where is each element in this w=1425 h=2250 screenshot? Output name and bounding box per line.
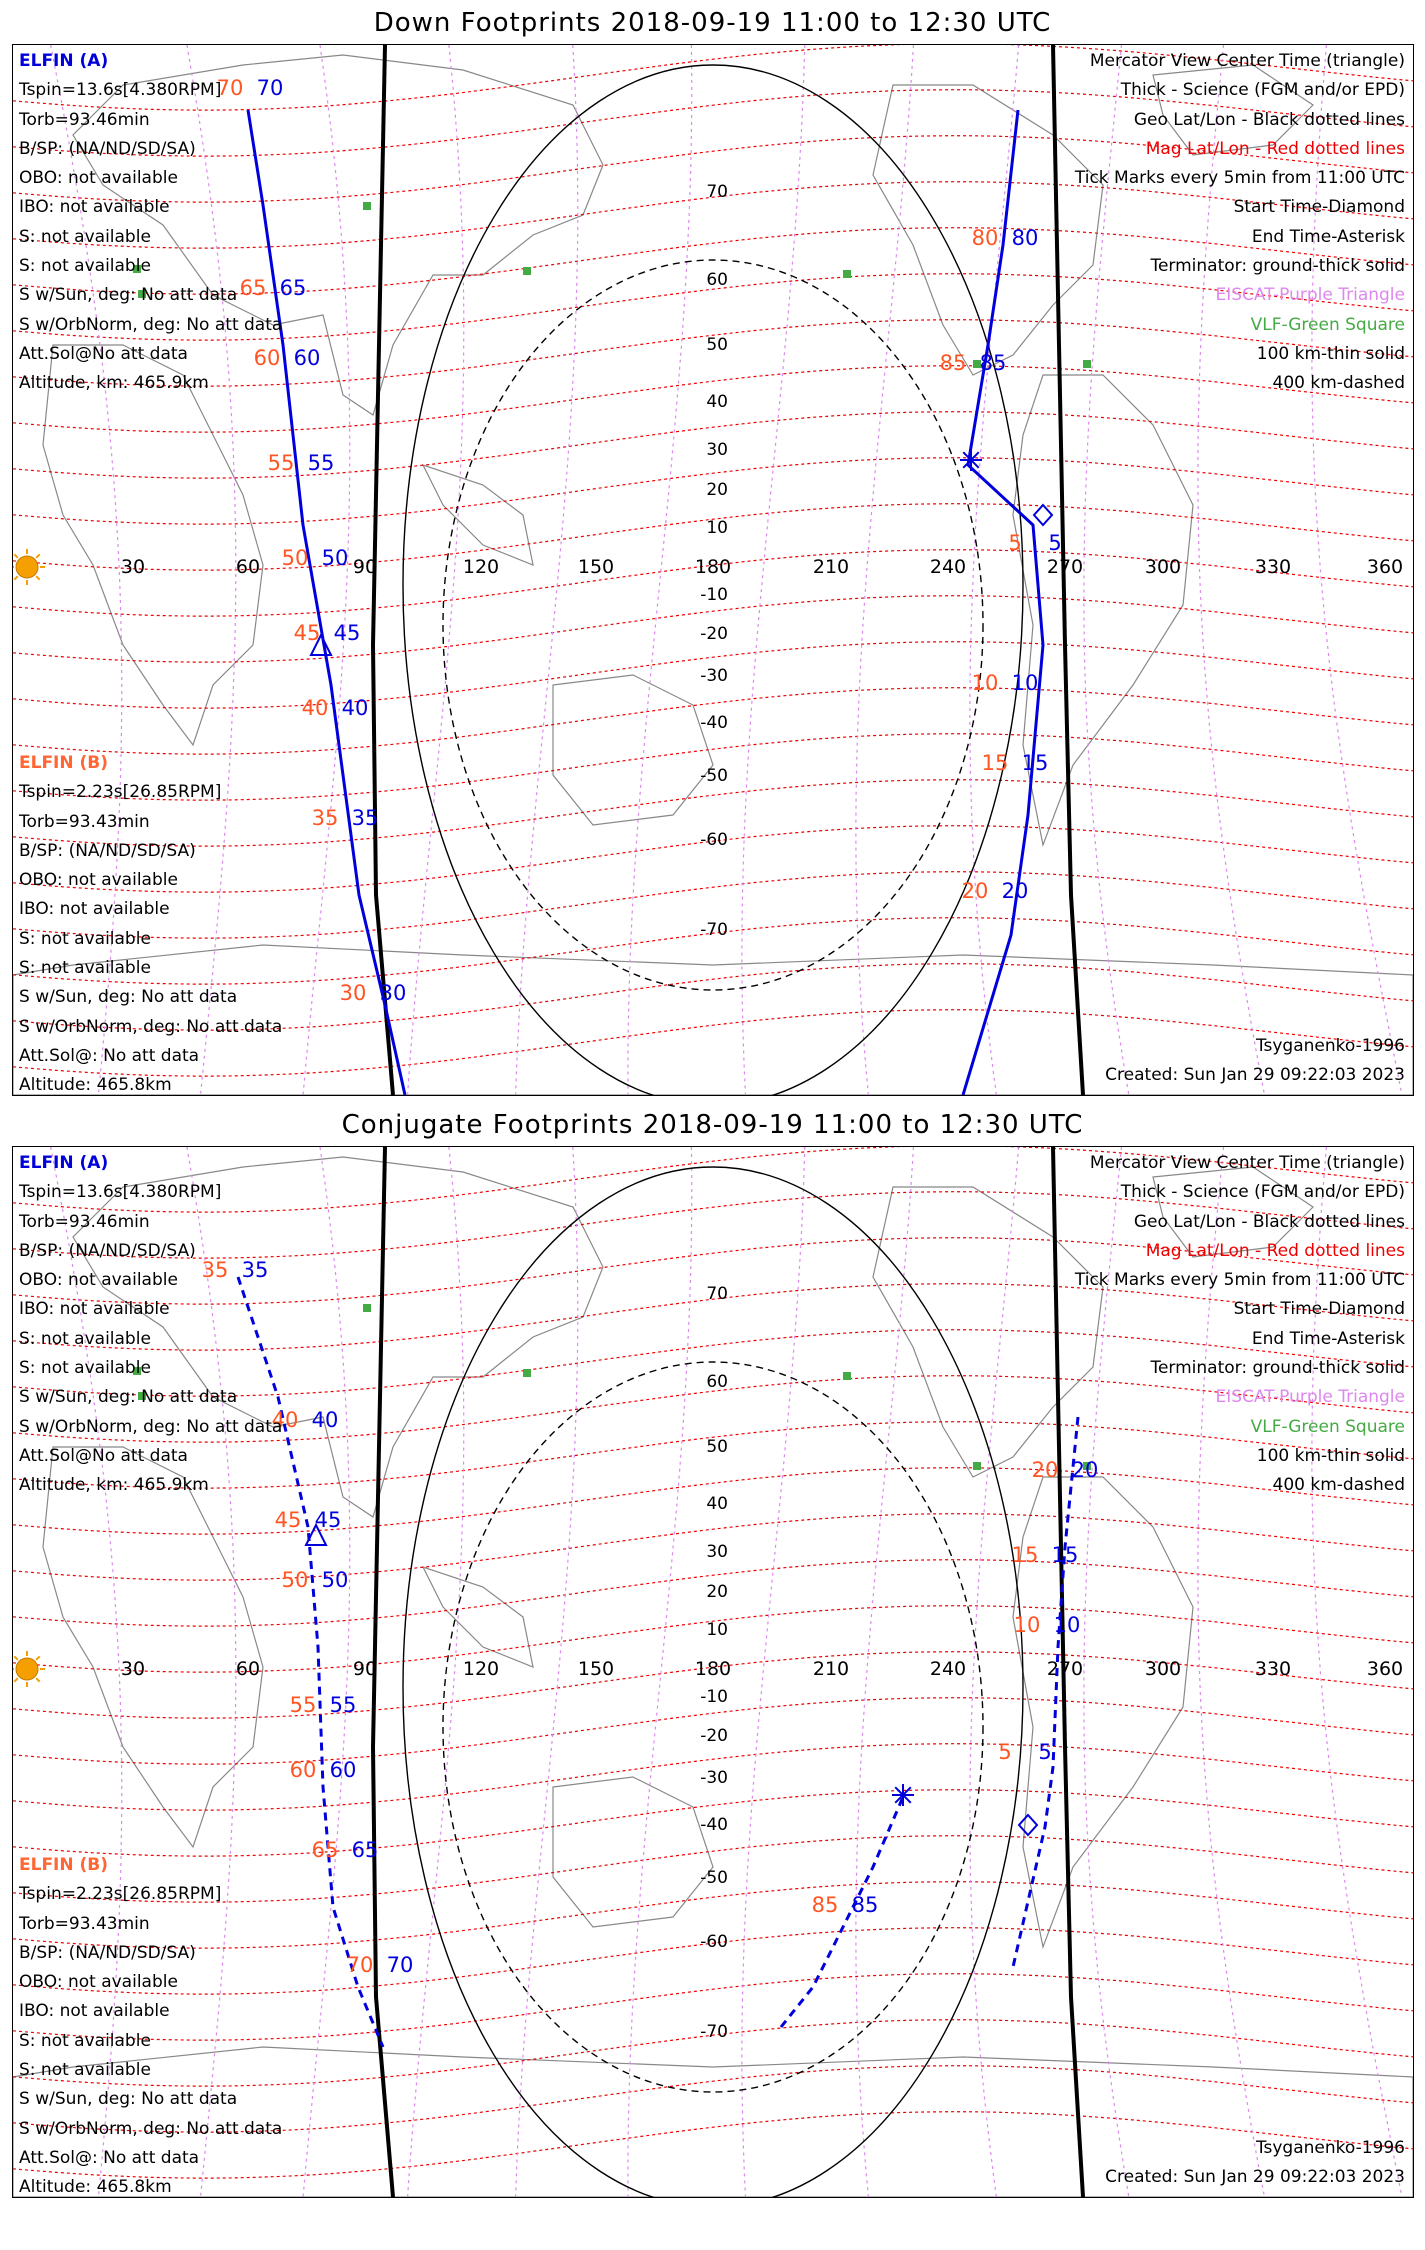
coastline xyxy=(423,1567,533,1667)
tick-label-b: 40 xyxy=(301,696,329,720)
tick-label-a: 20 xyxy=(1001,879,1029,903)
start-time-diamond xyxy=(1019,1815,1037,1835)
tick-label-b: 50 xyxy=(281,546,309,570)
lon-label: 240 xyxy=(929,556,967,578)
tick-label-a: 60 xyxy=(329,1758,357,1782)
lat-label: 70 xyxy=(706,1284,728,1304)
lat-label: -20 xyxy=(700,624,728,644)
info-line: B/SP: (NA/ND/SD/SA) xyxy=(19,1240,196,1261)
info-line: S: not available xyxy=(19,2060,151,2081)
sun-ray xyxy=(14,576,18,580)
lat-label: -60 xyxy=(700,1932,728,1952)
tick-label-b: 20 xyxy=(961,879,989,903)
info-line: Torb=93.46min xyxy=(19,1211,150,1232)
tick-label-a: 15 xyxy=(1051,1543,1079,1567)
legend-item: EISCAT-Purple Triangle xyxy=(1215,285,1405,306)
coastline xyxy=(553,675,713,825)
elfin-b-header: ELFIN (B) xyxy=(19,1855,109,1875)
legend-item: End Time-Asterisk xyxy=(1251,226,1405,247)
lat-label: -70 xyxy=(700,920,728,940)
lat-label: 40 xyxy=(706,1494,728,1514)
info-line: OBO: not available xyxy=(19,1270,178,1291)
tick-label-a: 20 xyxy=(1071,1458,1099,1482)
vlf-station-marker xyxy=(363,1304,371,1312)
legend-item: Tick Marks every 5min from 11:00 UTC xyxy=(1074,168,1405,189)
info-line: B/SP: (NA/ND/SD/SA) xyxy=(19,138,196,159)
legend-item: Start Time-Diamond xyxy=(1233,1299,1405,1320)
elfin-b-info xyxy=(19,1851,282,2198)
legend-item: 100 km-thin solid xyxy=(1256,343,1405,364)
lat-label: 10 xyxy=(706,1620,728,1640)
info-line: S: not available xyxy=(19,958,151,979)
tick-label-a: 85 xyxy=(851,1893,879,1917)
info-line: IBO: not available xyxy=(19,1299,170,1320)
tick-label-a: 50 xyxy=(321,546,349,570)
vlf-station-marker xyxy=(523,1369,531,1377)
legend-item: Thick - Science (FGM and/or EPD) xyxy=(1120,1182,1405,1203)
info-line: IBO: not available xyxy=(19,2001,170,2022)
tick-label-a: 45 xyxy=(333,621,361,645)
map-footer xyxy=(1105,1032,1405,1091)
mag-lon-line xyxy=(516,45,578,1095)
elfin-b-info xyxy=(19,749,282,1096)
sun-disc xyxy=(16,1658,38,1680)
legend-item: Mercator View Center Time (triangle) xyxy=(1089,51,1405,71)
lon-label: 30 xyxy=(120,556,146,578)
footprint-map-panel xyxy=(12,1146,1414,2198)
info-line: S w/OrbNorm, deg: No att data xyxy=(19,1016,283,1037)
info-line: B/SP: (NA/ND/SD/SA) xyxy=(19,840,196,861)
info-line: S: not available xyxy=(19,226,151,247)
legend-item: VLF-Green Square xyxy=(1250,1416,1405,1437)
info-line: Tspin=2.23s[26.85RPM] xyxy=(19,782,222,803)
sun-ray xyxy=(14,554,18,558)
tick-label-b: 35 xyxy=(201,1258,229,1282)
lon-label: 330 xyxy=(1254,1658,1292,1680)
lat-label: -50 xyxy=(700,766,728,786)
sun-ray xyxy=(36,576,40,580)
info-line: Att.Sol@No att data xyxy=(19,1445,188,1466)
coastline xyxy=(553,1777,713,1927)
legend-item: Mag Lat/Lon - Red dotted lines xyxy=(1145,138,1405,159)
info-line: Tspin=2.23s[26.85RPM] xyxy=(19,1884,222,1905)
info-line: Torb=93.43min xyxy=(19,811,150,832)
info-line: Altitude, km: 465.9km xyxy=(19,1475,209,1496)
tick-label-b: 20 xyxy=(1031,1458,1059,1482)
tick-label-a: 65 xyxy=(279,276,307,300)
sun-ray xyxy=(14,1678,18,1682)
mag-lon-line xyxy=(856,45,914,1095)
mag-lon-line xyxy=(303,1147,350,2197)
tick-label-b: 60 xyxy=(253,346,281,370)
tick-label-b: 45 xyxy=(274,1508,302,1532)
lon-label: 60 xyxy=(235,556,261,578)
info-line: S w/OrbNorm, deg: No att data xyxy=(19,1416,283,1437)
horizon-100km xyxy=(403,1167,1023,2197)
lat-label: 50 xyxy=(706,335,728,355)
lon-label: 360 xyxy=(1366,556,1404,578)
tick-label-b: 85 xyxy=(939,351,967,375)
tick-label-b: 10 xyxy=(1013,1613,1041,1637)
lon-label: 120 xyxy=(462,1658,500,1680)
lon-label: 330 xyxy=(1254,556,1292,578)
tick-label-b: 80 xyxy=(971,226,999,250)
info-line: S w/OrbNorm, deg: No att data xyxy=(19,314,283,335)
lon-label: 90 xyxy=(352,556,378,578)
lat-label: 20 xyxy=(706,1582,728,1602)
orbit-track xyxy=(963,110,1043,1095)
lon-label: 270 xyxy=(1046,556,1084,578)
lon-label: 240 xyxy=(929,1658,967,1680)
info-line: S w/Sun, deg: No att data xyxy=(19,987,238,1008)
lat-label: -30 xyxy=(700,666,728,686)
tick-label-b: 15 xyxy=(1011,1543,1039,1567)
end-time-asterisk xyxy=(960,449,982,471)
info-line: S w/Sun, deg: No att data xyxy=(19,285,238,306)
orbit-track xyxy=(781,1797,903,2027)
tick-label-b: 70 xyxy=(346,1953,374,1977)
map-legend xyxy=(1075,1149,1405,1501)
legend-item: Terminator: ground-thick solid xyxy=(1150,1358,1405,1379)
lat-label: 10 xyxy=(706,518,728,538)
legend-item: EISCAT-Purple Triangle xyxy=(1215,1387,1405,1408)
elfin-a-header: ELFIN (A) xyxy=(19,51,109,71)
info-line: Att.Sol@: No att data xyxy=(19,2147,200,2168)
info-line: Tspin=13.6s[4.380RPM] xyxy=(19,80,222,101)
legend-item: 400 km-dashed xyxy=(1272,1475,1405,1496)
tick-label-a: 70 xyxy=(256,76,284,100)
footprint-map-panel xyxy=(12,44,1414,1096)
tick-label-a: 65 xyxy=(351,1838,379,1862)
coastline xyxy=(873,1187,1103,1477)
tick-label-a: 70 xyxy=(386,1953,414,1977)
lon-label: 210 xyxy=(812,556,850,578)
vlf-station-marker xyxy=(973,1462,981,1470)
tick-label-a: 60 xyxy=(293,346,321,370)
legend-item: End Time-Asterisk xyxy=(1251,1328,1405,1349)
map-footer xyxy=(1105,2134,1405,2193)
tick-label-b: 55 xyxy=(267,451,295,475)
coastline xyxy=(43,345,263,745)
info-line: Att.Sol@: No att data xyxy=(19,1045,200,1066)
info-line: B/SP: (NA/ND/SD/SA) xyxy=(19,1942,196,1963)
tick-label-b: 55 xyxy=(289,1693,317,1717)
lat-label: -50 xyxy=(700,1868,728,1888)
coastline xyxy=(1013,1477,1193,1947)
coastline xyxy=(423,465,533,565)
tick-label-a: 5 xyxy=(1038,1740,1052,1764)
lat-label: 20 xyxy=(706,480,728,500)
tick-label-a: 40 xyxy=(311,1408,339,1432)
mag-lon-line xyxy=(516,1147,578,2197)
tick-label-b: 15 xyxy=(981,751,1009,775)
lat-label: 30 xyxy=(706,440,728,460)
tick-label-a: 85 xyxy=(979,351,1007,375)
map-legend xyxy=(1075,47,1405,399)
tick-label-a: 30 xyxy=(379,981,407,1005)
tick-label-b: 10 xyxy=(971,671,999,695)
info-line: IBO: not available xyxy=(19,899,170,920)
mag-lon-line xyxy=(970,1147,1019,2197)
lon-label: 60 xyxy=(235,1658,261,1680)
tick-label-a: 40 xyxy=(341,696,369,720)
info-line: Torb=93.43min xyxy=(19,1913,150,1934)
tick-label-b: 50 xyxy=(281,1568,309,1592)
vlf-station-marker xyxy=(523,267,531,275)
lat-label: 30 xyxy=(706,1542,728,1562)
legend-item: 100 km-thin solid xyxy=(1256,1445,1405,1466)
tick-label-a: 10 xyxy=(1011,671,1039,695)
lat-label: 40 xyxy=(706,392,728,412)
lat-label: -40 xyxy=(700,1815,728,1835)
tick-label-b: 65 xyxy=(239,276,267,300)
info-line: OBO: not available xyxy=(19,870,178,891)
tick-label-b: 30 xyxy=(339,981,367,1005)
tick-label-a: 5 xyxy=(1048,531,1062,555)
sun-ray xyxy=(36,554,40,558)
model-name: Tsyganenko-1996 xyxy=(1255,2138,1405,2158)
tick-label-a: 55 xyxy=(329,1693,357,1717)
info-line: S: not available xyxy=(19,1328,151,1349)
mag-lon-line xyxy=(742,45,805,1095)
lon-label: 300 xyxy=(1144,556,1182,578)
info-line: S: not available xyxy=(19,256,151,277)
tick-label-b: 70 xyxy=(216,76,244,100)
lat-label: -30 xyxy=(700,1768,728,1788)
tick-label-a: 35 xyxy=(241,1258,269,1282)
lon-label: 30 xyxy=(120,1658,146,1680)
panel-title: Conjugate Footprints 2018-09-19 11:00 to 12:30 UTC xyxy=(341,1110,1084,1140)
sun-ray xyxy=(14,1656,18,1660)
info-line: S w/OrbNorm, deg: No att data xyxy=(19,2118,283,2139)
legend-item: VLF-Green Square xyxy=(1250,314,1405,335)
lat-label: -60 xyxy=(700,830,728,850)
vlf-station-marker xyxy=(843,270,851,278)
info-line: OBO: not available xyxy=(19,168,178,189)
elfin-a-info xyxy=(19,47,282,399)
mag-lon-line xyxy=(742,1147,805,2197)
lat-label: 70 xyxy=(706,182,728,202)
info-line: Altitude, km: 465.9km xyxy=(19,373,209,394)
tick-label-a: 50 xyxy=(321,1568,349,1592)
lon-label: 270 xyxy=(1046,1658,1084,1680)
legend-item: 400 km-dashed xyxy=(1272,373,1405,394)
tick-label-a: 55 xyxy=(307,451,335,475)
info-line: S: not available xyxy=(19,928,151,949)
lon-label: 210 xyxy=(812,1658,850,1680)
elfin-a-header: ELFIN (A) xyxy=(19,1153,109,1173)
lon-label: 120 xyxy=(462,556,500,578)
info-line: Att.Sol@No att data xyxy=(19,343,188,364)
sun-icon xyxy=(13,549,45,585)
start-time-diamond xyxy=(1034,505,1052,525)
lat-label: -20 xyxy=(700,1726,728,1746)
lat-label: 50 xyxy=(706,1437,728,1457)
lat-label: -10 xyxy=(700,585,728,605)
model-name: Tsyganenko-1996 xyxy=(1255,1036,1405,1056)
legend-item: Geo Lat/Lon - Black dotted lines xyxy=(1133,1211,1405,1232)
info-line: OBO: not available xyxy=(19,1972,178,1993)
coastline xyxy=(43,1447,263,1847)
lon-label: 360 xyxy=(1366,1658,1404,1680)
tick-label-b: 65 xyxy=(311,1838,339,1862)
end-time-asterisk xyxy=(892,1784,914,1806)
tick-label-b: 85 xyxy=(811,1893,839,1917)
tick-label-b: 35 xyxy=(311,806,339,830)
mag-lon-line xyxy=(408,45,464,1095)
mag-lon-line xyxy=(408,1147,464,2197)
created-timestamp: Created: Sun Jan 29 09:22:03 2023 xyxy=(1105,2167,1405,2188)
elfin-b-header: ELFIN (B) xyxy=(19,753,109,773)
sun-ray xyxy=(36,1656,40,1660)
created-timestamp: Created: Sun Jan 29 09:22:03 2023 xyxy=(1105,1065,1405,1086)
info-line: Torb=93.46min xyxy=(19,109,150,130)
vlf-station-marker xyxy=(363,202,371,210)
info-line: Tspin=13.6s[4.380RPM] xyxy=(19,1182,222,1203)
tick-label-a: 35 xyxy=(351,806,379,830)
sun-icon xyxy=(13,1651,45,1687)
info-line: Altitude: 465.8km xyxy=(19,2177,172,2198)
legend-item: Start Time-Diamond xyxy=(1233,197,1405,218)
lat-label: -70 xyxy=(700,2022,728,2042)
legend-item: Terminator: ground-thick solid xyxy=(1150,256,1405,277)
legend-item: Thick - Science (FGM and/or EPD) xyxy=(1120,80,1405,101)
legend-item: Mercator View Center Time (triangle) xyxy=(1089,1153,1405,1173)
tick-label-b: 5 xyxy=(1008,531,1022,555)
elfin-a-info xyxy=(19,1149,282,1501)
tick-label-a: 15 xyxy=(1021,751,1049,775)
tick-label-a: 10 xyxy=(1053,1613,1081,1637)
lat-label: 60 xyxy=(706,1372,728,1392)
lon-label: 150 xyxy=(577,556,615,578)
info-line: S: not available xyxy=(19,1358,151,1379)
mag-lon-line xyxy=(856,1147,914,2197)
info-line: S w/Sun, deg: No att data xyxy=(19,1387,238,1408)
info-line: Altitude: 465.8km xyxy=(19,1075,172,1096)
legend-item: Tick Marks every 5min from 11:00 UTC xyxy=(1074,1270,1405,1291)
lat-label: -10 xyxy=(700,1687,728,1707)
vlf-station-marker xyxy=(843,1372,851,1380)
lat-label: 60 xyxy=(706,270,728,290)
lon-label: 150 xyxy=(577,1658,615,1680)
tick-label-a: 80 xyxy=(1011,226,1039,250)
tick-label-b: 45 xyxy=(293,621,321,645)
lat-label: -40 xyxy=(700,713,728,733)
tick-label-b: 5 xyxy=(998,1740,1012,1764)
lon-label: 180 xyxy=(694,556,732,578)
legend-item: Geo Lat/Lon - Black dotted lines xyxy=(1133,109,1405,130)
info-line: S w/Sun, deg: No att data xyxy=(19,2089,238,2110)
tick-label-a: 45 xyxy=(314,1508,342,1532)
lon-label: 300 xyxy=(1144,1658,1182,1680)
legend-item: Mag Lat/Lon - Red dotted lines xyxy=(1145,1240,1405,1261)
tick-label-b: 40 xyxy=(271,1408,299,1432)
lon-label: 90 xyxy=(352,1658,378,1680)
info-line: S: not available xyxy=(19,2030,151,2051)
lon-label: 180 xyxy=(694,1658,732,1680)
tick-label-b: 60 xyxy=(289,1758,317,1782)
sun-disc xyxy=(16,556,38,578)
info-line: IBO: not available xyxy=(19,197,170,218)
sun-ray xyxy=(36,1678,40,1682)
horizon-100km xyxy=(403,65,1023,1095)
panel-title: Down Footprints 2018-09-19 11:00 to 12:30 UTC xyxy=(373,8,1052,38)
